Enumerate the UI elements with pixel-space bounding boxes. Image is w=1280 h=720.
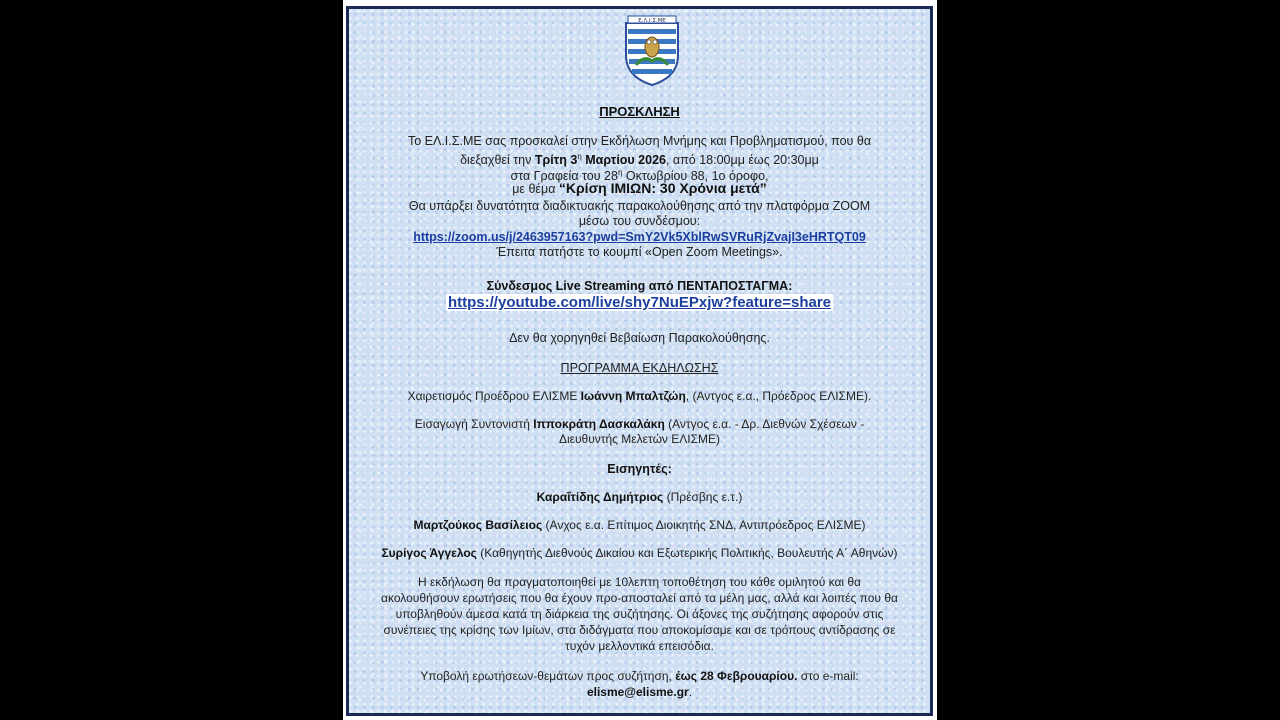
venue-address: Οκτωβρίου 88, 1ο όροφο, <box>622 169 769 184</box>
intro-line-6: μέσω του συνδέσμου: <box>578 214 701 228</box>
coordinator-line-1 <box>349 417 930 432</box>
description-line: υποβληθούν άμεσα κατά τη διάρκεια της συζήτησης. Οι άξονες της συζήτησης αφορούν στις <box>395 607 884 621</box>
document-page <box>343 0 937 720</box>
zoom-link[interactable]: https://zoom.us/j/2463957163?pwd=SmY2Vk5XblRwSVRuRjZvajI3eHRTQT09 <box>413 230 866 244</box>
description-line: ακολουθήσουν ερωτήσεις που θα έχουν προ-αποσταλεί από τα μέλη μας, αλλά και λοιπές που θα <box>381 591 898 605</box>
speaker-name: Μαρτζούκος Βασίλειος <box>413 518 543 532</box>
zoom-link-line <box>349 230 930 245</box>
stream-link-line <box>349 295 930 311</box>
elisme-crest-icon <box>622 15 682 87</box>
president-title: , (Αντγος ε.α., Πρόεδρος ΕΛΙΣΜΕ). <box>685 389 872 403</box>
description-line: Η εκδήλωση θα πραγματοποιηθεί με 10λεπτη τοποθέτηση του κάθε ομιλητού και θα <box>417 575 861 589</box>
coordinator-line-2: Διευθυντής Μελετών ΕΛΙΣΜΕ) <box>558 432 721 446</box>
speaker-role: (Καθηγητής Διεθνούς Δικαίου και Εξωτερικής Πολιτικής, Βουλευτής Α΄ Αθηνών) <box>476 546 898 560</box>
intro-line-5: Θα υπάρξει δυνατότητα διαδικτυακής παρακολούθησης από την πλατφόρμα ZOOM <box>408 199 871 213</box>
speakers-title: Εισηγητές: <box>607 462 672 476</box>
stream-label: Σύνδεσμος Live Streaming από ΠΕΝΤΑΠΟΣΤΑΓΜΑ: <box>486 279 793 293</box>
intro-line-2-prefix: διεξαχθεί την <box>460 153 535 168</box>
event-time: , από 18:00μμ έως 20:30μμ <box>665 153 819 168</box>
coordinator-prefix: Εισαγωγή Συντονιστή <box>414 417 534 431</box>
no-certificate-notice: Δεν θα χορηγηθεί Βεβαίωση Παρακολούθησης. <box>509 331 770 345</box>
speaker-item <box>349 546 930 561</box>
speaker-name: Καραΐτίδης Δημήτριος <box>536 490 664 504</box>
coordinator-name: Ιπποκράτη Δασκαλάκη <box>533 417 665 431</box>
email-period: . <box>688 685 693 699</box>
logo-text: Ε.Λ.Ι.Σ.ΜΕ <box>638 18 666 24</box>
greeting-prefix: Χαιρετισμός Προέδρου ΕΛΙΣΜΕ <box>407 389 581 403</box>
speaker-role: (Ανχος ε.α. Επίτιμος Διοικητής ΣΝΔ, Αντιπρόεδρος ΕΛΙΣΜΕ) <box>542 518 866 532</box>
intro-line-4 <box>349 181 930 197</box>
submission-line <box>349 669 930 684</box>
submission-prefix: Υποβολή ερωτήσεων-θεμάτων προς συζήτηση, <box>420 669 676 683</box>
speaker-item <box>349 490 930 505</box>
event-date-day: Τρίτη 3 <box>534 153 578 168</box>
speaker-role: (Πρέσβης ε.τ.) <box>663 490 743 504</box>
coordinator-title: (Αντγος ε.α. - Δρ. Διεθνών Σχέσεων - <box>664 417 865 431</box>
speaker-item <box>349 518 930 533</box>
invitation-title: ΠΡΟΣΚΛΗΣΗ <box>599 104 680 119</box>
submission-deadline: έως 28 Φεβρουαρίου. <box>675 669 798 683</box>
president-name: Ιωάννη Μπαλτζώη <box>580 389 686 403</box>
description-line: τυχόν μελλοντικά επεισόδια. <box>565 639 714 653</box>
description-line: συνέπειες της κρίσης των Ιμίων, στα διδάγματα που αποκομίσαμε και σε τρόπους αντίδρασης σε <box>383 623 896 637</box>
contact-email[interactable]: elisme@elisme.gr <box>586 685 689 699</box>
submission-email-label: στο e-mail: <box>797 669 859 683</box>
topic-prefix: με θέμα <box>512 182 559 196</box>
intro-line-8: Έπειτα πατήστε το κουμπί «Open Zoom Meetings». <box>496 245 783 259</box>
greeting-line <box>349 389 930 404</box>
event-date-sup: η <box>577 152 582 161</box>
email-line <box>349 685 930 700</box>
venue-prefix: στα Γραφεία του 28 <box>510 169 618 184</box>
intro-line-1: Το ΕΛ.Ι.Σ.ΜΕ σας προσκαλεί στην Εκδήλωση Μνήμης και Προβληματισμού, που θα <box>407 134 872 148</box>
invitation-frame <box>346 6 933 716</box>
program-title: ΠΡΟΓΡΑΜΜΑ ΕΚΔΗΛΩΣΗΣ <box>560 361 719 375</box>
speaker-name: Συρίγος Άγγελος <box>381 546 477 560</box>
event-date-month: Μαρτίου 2026 <box>581 153 666 168</box>
youtube-stream-link[interactable]: https://youtube.com/live/shy7NuEPxjw?feature=share <box>447 294 832 311</box>
event-topic: “Κρίση ΙΜΙΩΝ: 30 Χρόνια μετά” <box>558 180 767 196</box>
venue-sup: η <box>617 168 623 177</box>
